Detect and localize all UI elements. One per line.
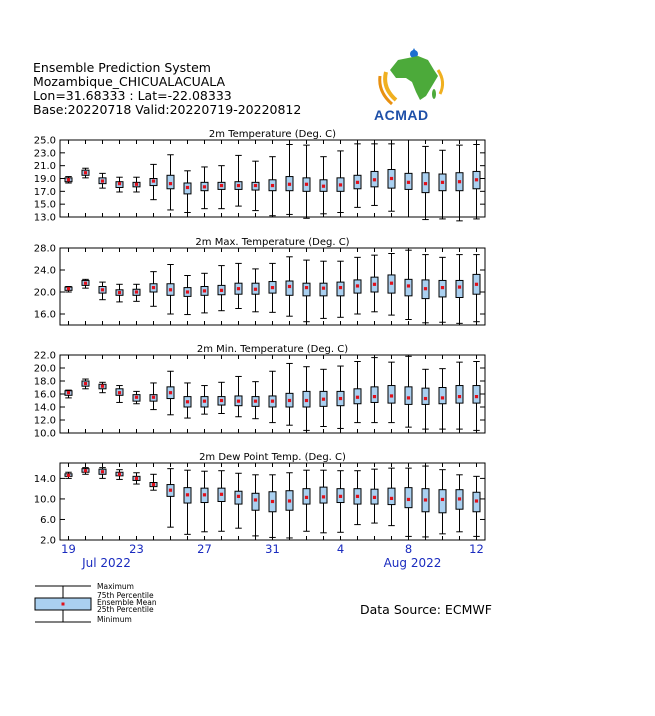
iqr-box (456, 280, 463, 297)
y-tick-label: 14.0 (33, 473, 56, 485)
mean-marker (220, 184, 223, 187)
panel-title: 2m Dew Point Temp. (Deg. C) (199, 452, 346, 463)
mean-marker (203, 185, 206, 188)
mean-marker (254, 400, 257, 403)
mean-marker (441, 396, 444, 399)
mean-marker (169, 288, 172, 291)
mean-marker (101, 470, 104, 473)
y-tick-label: 16.0 (33, 309, 56, 321)
x-tick-label: 12 (469, 542, 484, 556)
legend-label-p75: 75th Percentile (97, 591, 154, 600)
iqr-box (371, 387, 378, 403)
mean-marker (407, 396, 410, 399)
mean-marker (254, 184, 257, 187)
x-month-label: Aug 2022 (383, 556, 442, 570)
mean-marker (237, 495, 240, 498)
header-line-coords: Lon=31.68333 : Lat=-22.08333 (33, 88, 232, 103)
mean-marker (135, 290, 138, 293)
data-source-label: Data Source: ECMWF (360, 602, 492, 617)
iqr-box (286, 281, 293, 295)
mean-marker (288, 183, 291, 186)
mean-marker (390, 177, 393, 180)
mean-marker (356, 284, 359, 287)
y-tick-label: 18.0 (33, 376, 56, 388)
mean-marker (220, 399, 223, 402)
mean-marker (84, 282, 87, 285)
y-tick-label: 10.0 (33, 494, 56, 506)
mean-marker (288, 285, 291, 288)
mean-marker (356, 495, 359, 498)
mean-marker (441, 286, 444, 289)
legend-label-minimum: Minimum (97, 615, 132, 624)
mean-marker (339, 495, 342, 498)
y-tick-label: 28.0 (33, 243, 56, 255)
mean-marker (67, 391, 70, 394)
mean-marker (203, 289, 206, 292)
acmad-logo-text: ACMAD (374, 107, 429, 123)
mean-marker (67, 178, 70, 181)
mean-marker (288, 399, 291, 402)
mean-marker (135, 477, 138, 480)
mean-marker (271, 184, 274, 187)
iqr-box (456, 386, 463, 404)
mean-marker (322, 398, 325, 401)
y-tick-label: 19.0 (33, 174, 56, 185)
mean-marker (373, 395, 376, 398)
mean-marker (101, 179, 104, 182)
mean-marker (373, 283, 376, 286)
mean-marker (67, 474, 70, 477)
mean-marker (118, 291, 121, 294)
header-line-system: Ensemble Prediction System (33, 60, 211, 75)
mean-marker (169, 489, 172, 492)
mean-marker (84, 469, 87, 472)
legend-label-maximum: Maximum (97, 582, 134, 591)
y-tick-label: 14.0 (33, 402, 56, 414)
header-line-dates: Base:20220718 Valid:20220719-20220812 (33, 102, 302, 117)
mean-marker (152, 286, 155, 289)
mean-marker (152, 179, 155, 182)
iqr-box (388, 386, 395, 404)
mean-marker (271, 400, 274, 403)
mean-marker (169, 182, 172, 185)
x-tick-label: 19 (61, 542, 76, 556)
mean-marker (271, 500, 274, 503)
y-tick-label: 12.0 (33, 415, 56, 427)
mean-marker (67, 287, 70, 290)
mean-marker (339, 397, 342, 400)
iqr-box (320, 487, 327, 503)
mean-marker (203, 493, 206, 496)
y-tick-label: 20.0 (33, 287, 56, 299)
mean-marker (84, 171, 87, 174)
mean-marker (118, 182, 121, 185)
mean-marker (118, 473, 121, 476)
header-line-station: Mozambique_CHICUALACUALA (33, 74, 226, 89)
panel-title: 2m Temperature (Deg. C) (208, 129, 337, 140)
mean-marker (135, 183, 138, 186)
mean-marker (407, 181, 410, 184)
mean-marker (356, 181, 359, 184)
panel-title: 2m Max. Temperature (Deg. C) (195, 237, 350, 248)
mean-marker (458, 497, 461, 500)
y-tick-label: 22.0 (33, 350, 56, 362)
mean-marker (373, 496, 376, 499)
iqr-box (167, 175, 174, 188)
y-tick-label: 15.0 (33, 199, 56, 211)
mean-marker (152, 396, 155, 399)
mean-marker (458, 395, 461, 398)
iqr-box (405, 488, 412, 508)
iqr-box (439, 388, 446, 404)
iqr-box (422, 388, 429, 404)
mean-marker (407, 284, 410, 287)
y-tick-label: 16.0 (33, 389, 56, 401)
mean-marker (186, 493, 189, 496)
mean-marker (118, 391, 121, 394)
iqr-box (388, 488, 395, 504)
mean-marker (305, 286, 308, 289)
mean-marker (475, 283, 478, 286)
mean-marker (254, 288, 257, 291)
mean-marker (424, 287, 427, 290)
mean-marker (152, 483, 155, 486)
mean-marker (458, 180, 461, 183)
mean-marker (271, 286, 274, 289)
mean-marker (322, 185, 325, 188)
mean-marker (237, 184, 240, 187)
mean-marker (186, 290, 189, 293)
mean-marker (203, 400, 206, 403)
mean-marker (322, 287, 325, 290)
mean-marker (220, 493, 223, 496)
mean-marker (475, 395, 478, 398)
iqr-box (405, 387, 412, 405)
legend-label-p25: 25th Percentile (97, 605, 154, 614)
x-month-label: Jul 2022 (82, 556, 131, 570)
mean-marker (288, 499, 291, 502)
mean-marker (186, 400, 189, 403)
mean-marker (424, 397, 427, 400)
mean-marker (339, 286, 342, 289)
iqr-box (405, 279, 412, 296)
mean-marker (305, 183, 308, 186)
x-tick-label: 8 (404, 542, 413, 556)
panel-title: 2m Min. Temperature (Deg. C) (196, 344, 349, 355)
mean-marker (135, 396, 138, 399)
y-tick-label: 21.0 (33, 161, 56, 173)
y-tick-label: 17.0 (33, 186, 56, 198)
x-tick-label: 23 (129, 542, 144, 556)
mean-marker (101, 288, 104, 291)
mean-marker (254, 498, 257, 501)
mean-marker (458, 285, 461, 288)
mean-marker (475, 499, 478, 502)
mean-marker (390, 497, 393, 500)
y-tick-label: 24.0 (33, 265, 56, 277)
mean-marker (441, 181, 444, 184)
mean-marker (169, 391, 172, 394)
y-tick-label: 2.0 (40, 535, 56, 547)
mean-marker (305, 399, 308, 402)
mean-marker (84, 382, 87, 385)
iqr-box (439, 490, 446, 513)
mean-marker (237, 287, 240, 290)
legend-label-mean: Ensemble Mean (97, 598, 157, 607)
mean-marker (390, 394, 393, 397)
x-tick-label: 31 (265, 542, 280, 556)
y-tick-label: 25.0 (33, 135, 56, 147)
legend-mean-marker (62, 603, 65, 606)
mean-marker (475, 178, 478, 181)
mean-marker (237, 400, 240, 403)
y-tick-label: 23.0 (33, 148, 56, 160)
iqr-box (252, 493, 259, 510)
iqr-box (303, 283, 310, 296)
mean-marker (441, 498, 444, 501)
y-tick-label: 20.0 (33, 363, 56, 375)
iqr-box (473, 386, 480, 404)
mean-marker (220, 289, 223, 292)
y-tick-label: 10.0 (33, 428, 56, 440)
y-tick-label: 6.0 (40, 514, 56, 526)
y-tick-label: 13.0 (33, 212, 56, 224)
mean-marker (373, 178, 376, 181)
x-tick-label: 4 (336, 542, 345, 556)
mean-marker (339, 183, 342, 186)
mean-marker (407, 498, 410, 501)
mean-marker (101, 385, 104, 388)
mean-marker (356, 396, 359, 399)
mean-marker (424, 182, 427, 185)
mean-marker (322, 495, 325, 498)
mean-marker (186, 186, 189, 189)
mean-marker (390, 282, 393, 285)
mean-marker (305, 496, 308, 499)
mean-marker (424, 498, 427, 501)
x-tick-label: 27 (197, 542, 212, 556)
